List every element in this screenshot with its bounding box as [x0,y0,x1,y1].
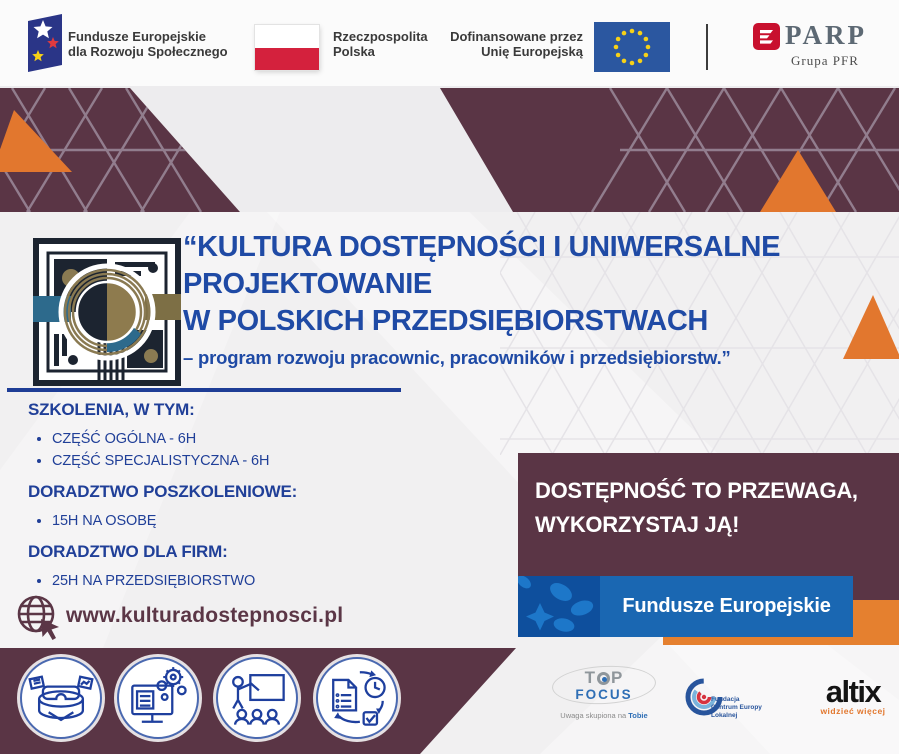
globe-cursor-icon [14,592,64,642]
eu-funding-label: Dofinansowane przez Unię Europejską [450,29,583,59]
title-subtitle: – program rozwoju pracownic, pracowników i przedsiębiorstw.” [183,347,731,368]
details-list [28,428,448,472]
list-item: • 15H NA OSOBĘ [52,510,448,532]
fundusze-banner [518,576,853,637]
eu-flag-icon [594,22,670,72]
details-list [28,510,448,532]
process-time-icon [316,657,398,739]
header-divider [706,24,708,70]
topfocus-tagline: Uwaga skupiona na Tobie [560,711,648,720]
details-heading: SZKOLENIA, W TYM: [28,400,195,419]
promo-line-1: DOSTĘPNOŚĆ TO PRZEWAGA, [535,478,858,503]
title-line-3: W POLSKICH PRZEDSIĘBIORSTWACH [183,305,708,337]
details-heading: DORADZTWO DLA FIRM: [28,542,228,561]
decorative-band [0,86,899,212]
poland-flag-icon [255,25,319,70]
website-url: www.kulturadostepnosci.pl [66,604,344,627]
fundusze-europejskie-logo-icon [26,12,64,74]
section-divider [7,388,401,392]
orange-triangle-decoration [843,295,899,359]
fundacja-logo [683,676,813,722]
computer-gears-icon [117,657,199,739]
details-list [28,570,448,592]
list-item: • 25H NA PRZEDSIĘBIORSTWO [52,570,448,592]
header-bar [0,0,899,86]
page-title [183,229,853,369]
altix-logo [810,674,896,716]
poland-label: Rzeczpospolita Polska [333,29,428,59]
parp-group-label: Grupa PFR [791,53,859,68]
fundusze-banner-motif-icon [518,576,600,637]
banner-label: Fundusze Europejskie [600,576,853,637]
promo-line-2: WYKORZYSTAJ JĄ! [535,512,740,537]
title-line-1: “KULTURA DOSTĘPNOŚCI I UNIWERSALNE [183,231,781,263]
altix-name: altix [825,674,881,709]
parp-logo-icon [753,23,780,50]
details-heading: DORADZTWO POSZKOLENIOWE: [28,482,298,501]
fundusze-europejskie-label: Fundusze Europejskie dla Rozwoju Społecznego [68,29,228,59]
list-item: • CZĘŚĆ OGÓLNA - 6H [52,428,448,450]
topfocus-word: FOCUS [575,687,633,702]
title-line-2: PROJEKTOWANIE [183,268,432,300]
parp-name: PARP [785,20,867,50]
list-item: • CZĘŚĆ SPECJALISTYCZNA - 6H [52,450,448,472]
vr-headset-icon [20,657,102,739]
training-details [28,400,448,602]
topfocus-eye-icon [597,672,610,685]
fundacja-name: Fundacja Centrum Europy Lokalnej [711,696,762,719]
event-logo [33,238,181,386]
training-presentation-icon [216,657,298,739]
topfocus-brand: T P [584,668,624,687]
topfocus-logo [552,668,656,720]
altix-tagline: widzieć więcej [820,706,886,716]
